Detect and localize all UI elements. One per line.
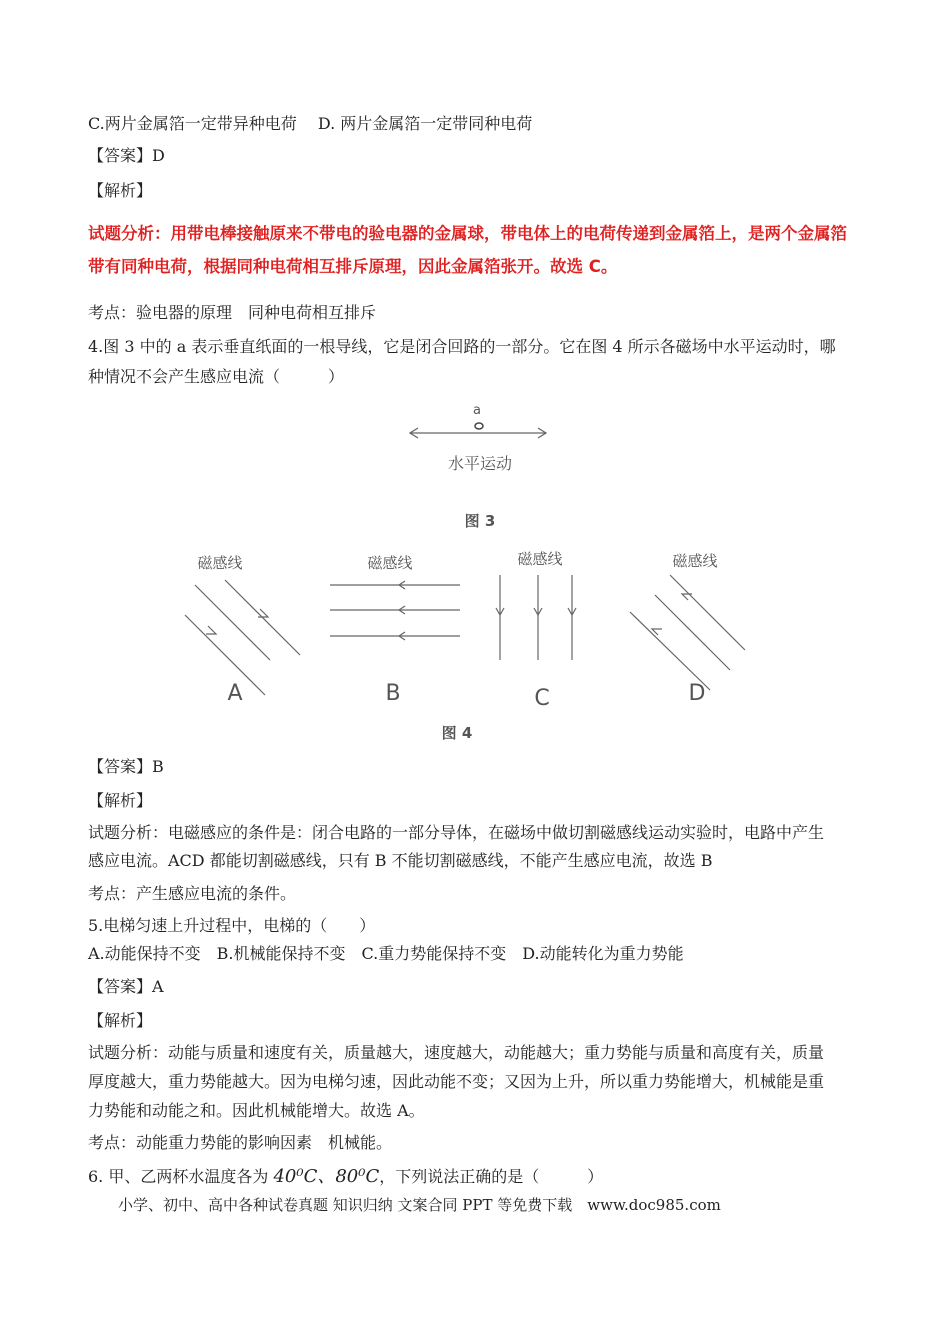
figure-4	[170, 540, 770, 750]
q4-kaodian: 考点：产生感应电流的条件。	[88, 884, 297, 903]
q4-analysis-title: 【解析】	[88, 791, 153, 810]
panel-a-letter: A	[227, 681, 243, 706]
q5-analysis-line2: 厚度越大，重力势能越大。因为电梯匀速，因此动能不变；又因为上升，所以重力势能增大，机械能是重	[88, 1072, 825, 1091]
fig3-motion-label: 水平运动	[447, 454, 513, 473]
q6-stem-suffix: ，下列说法正确的是（ ）	[379, 1167, 604, 1186]
q5-options: A.动能保持不变 B.机械能保持不变 C.重力势能保持不变 D.动能转化为重力势能	[88, 944, 684, 963]
fig4-panel-d	[630, 552, 745, 706]
fig4-panel-a	[185, 554, 300, 706]
q4-analysis-line2: 感应电流。ACD 都能切割磁感线，只有 B 不能切割磁感线，不能产生感应电流，故选 B	[88, 851, 713, 870]
fig3-caption: 图 3	[464, 512, 496, 530]
q3-kaodian: 考点：验电器的原理 同种电荷相互排斥	[88, 303, 377, 322]
panel-d-letter: D	[688, 681, 706, 706]
q3-analysis-line2: 带有同种电荷，根据同种电荷相互排斥原理，因此金属箔张开。故选 C。	[88, 257, 618, 276]
wire-a-icon	[475, 423, 483, 429]
fig3-wire-label: a	[473, 403, 481, 418]
q6-temperature-formula: 40⁰C、80⁰C	[273, 1166, 380, 1187]
panel-c-title: 磁感线	[517, 550, 563, 568]
q4-answer: 【答案】B	[88, 757, 164, 776]
q5-analysis-line1: 试题分析：动能与质量和速度有关，质量越大，速度越大，动能越大；重力势能与质量和高度有关，质量	[88, 1043, 825, 1062]
page-footer: 小学、初中、高中各种试卷真题 知识归纳 文案合同 PPT 等免费下载 www.doc985.com	[118, 1196, 721, 1214]
q3-analysis-line1: 试题分析：用带电棒接触原来不带电的验电器的金属球，带电体上的电荷传递到金属箔上，是两个金属箔	[88, 224, 847, 243]
q5-analysis-title: 【解析】	[88, 1011, 153, 1030]
panel-b-title: 磁感线	[367, 554, 413, 572]
q5-analysis-line3: 力势能和动能之和。因此机械能增大。故选 A。	[88, 1101, 425, 1120]
q3-analysis-title: 【解析】	[88, 181, 153, 200]
panel-c-letter: C	[534, 686, 550, 711]
q3-options-cd: C.两片金属箔一定带异种电荷 D. 两片金属箔一定带同种电荷	[88, 114, 533, 133]
fig4-caption: 图 4	[441, 724, 473, 742]
fig4-panel-b	[330, 554, 460, 706]
q4-stem-line2: 种情况不会产生感应电流（ ）	[88, 367, 345, 386]
q6-stem-prefix: 6. 甲、乙两杯水温度各为	[88, 1167, 274, 1186]
q4-stem-line1: 4.图 3 中的 a 表示垂直纸面的一根导线，它是闭合回路的一部分。它在图 4 所示各磁场中水平运动时，哪	[88, 337, 836, 356]
fig4-panel-c	[496, 550, 576, 711]
figure-3	[400, 398, 560, 538]
q4-analysis-line1: 试题分析：电磁感应的条件是：闭合电路的一部分导体，在磁场中做切割磁感线运动实验时，电路中产生	[88, 823, 825, 842]
q5-answer: 【答案】A	[88, 977, 164, 996]
q5-kaodian: 考点：动能重力势能的影响因素 机械能。	[88, 1133, 393, 1152]
q6-stem	[88, 1166, 603, 1188]
panel-d-title: 磁感线	[672, 552, 718, 570]
panel-b-letter: B	[385, 681, 401, 706]
panel-a-title: 磁感线	[197, 554, 243, 572]
q5-stem: 5.电梯匀速上升过程中，电梯的（ ）	[88, 916, 376, 935]
q3-answer: 【答案】D	[88, 146, 165, 165]
